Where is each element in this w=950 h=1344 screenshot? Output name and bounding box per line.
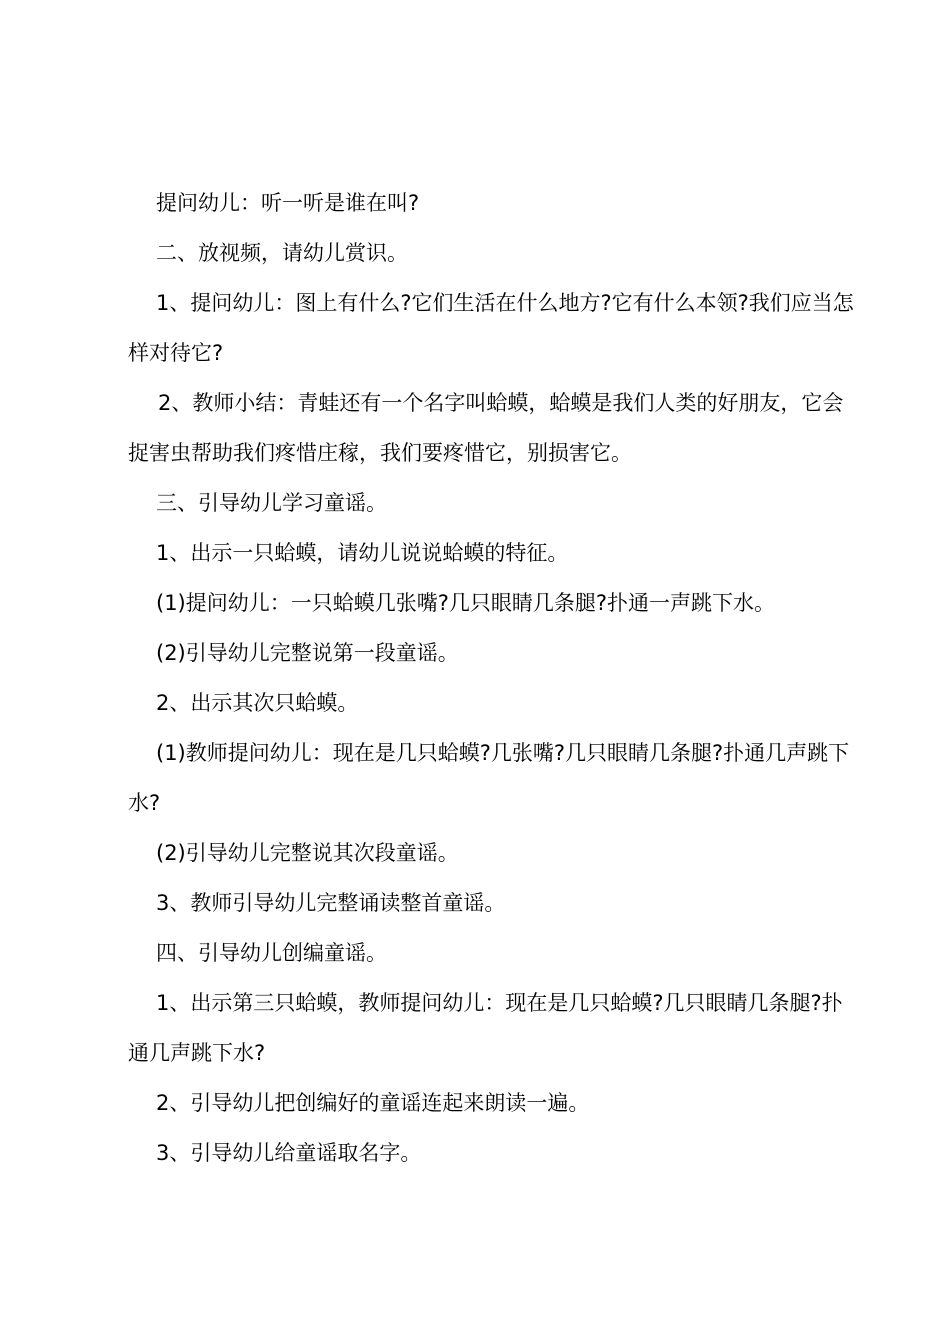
section-heading: 二、放视频，请幼儿赏识。 [156,241,408,265]
paragraph: 2、引导幼儿把创编好的童谣连起来朗读一遍。 [156,1091,590,1115]
paragraph: (1)提问幼儿：一只蛤蟆几张嘴?几只眼睛几条腿?扑通一声跳下水。 [156,591,776,615]
paragraph: 1、出示一只蛤蟆，请幼儿说说蛤蟆的特征。 [156,541,569,565]
paragraph: 3、教师引导幼儿完整诵读整首童谣。 [156,891,506,915]
paragraph: (2)引导幼儿完整说其次段童谣。 [156,841,459,865]
paragraph: 提问幼儿：听一听是谁在叫? [156,191,420,215]
paragraph: (2)引导幼儿完整说第一段童谣。 [156,641,459,665]
document-body [128,178,858,1178]
paragraph: 2、出示其次只蛤蟆。 [156,691,359,715]
section-heading: 三、引导幼儿学习童谣。 [156,491,387,515]
paragraph: 3、引导幼儿给童谣取名字。 [156,1141,422,1165]
paragraph: (1)教师提问幼儿：现在是几只蛤蟆?几张嘴?几只眼睛几条腿?扑通几声跳下水? [128,741,850,815]
paragraph: 2、教师小结：青蛙还有一个名字叫蛤蟆，蛤蟆是我们人类的好朋友，它会捉害虫帮助我们疼惜庄稼，我们要疼惜它，别损害它。 [128,391,844,465]
paragraph: 1、提问幼儿：图上有什么?它们生活在什么地方?它有什么本领?我们应当怎样对待它? [128,291,854,365]
section-heading: 四、引导幼儿创编童谣。 [156,941,387,965]
paragraph: 1、出示第三只蛤蟆，教师提问幼儿：现在是几只蛤蟆?几只眼睛几条腿?扑通几声跳下水? [128,991,843,1065]
